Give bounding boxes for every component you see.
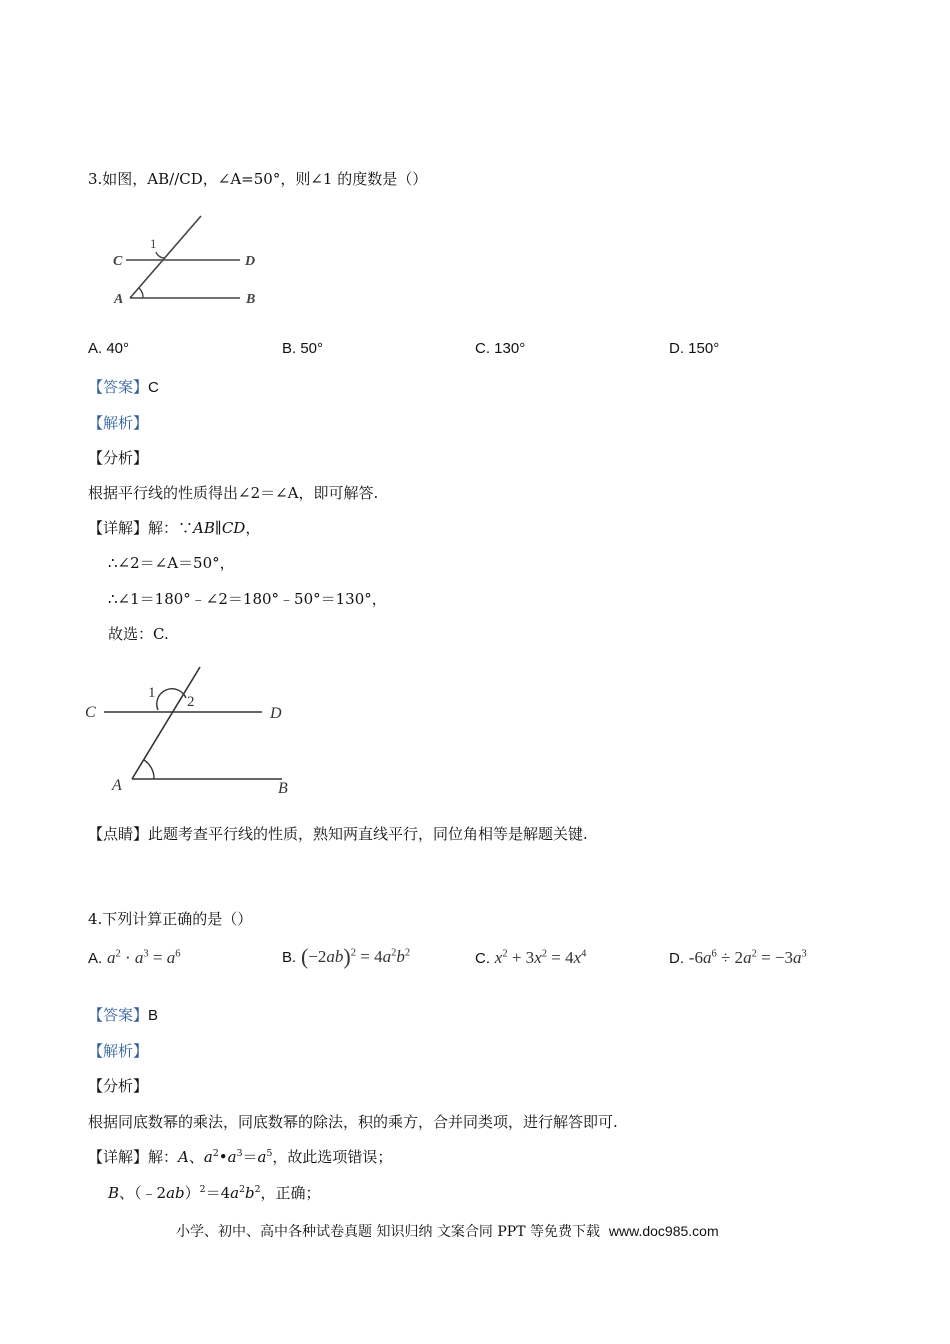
- q4-detail-line-2: B、$(﹣2ab)^2=4a^2b^2$，正确；: [108, 1184, 321, 1202]
- q4-answer: [88, 1004, 158, 1025]
- label-c: C: [113, 254, 123, 269]
- footer-url[interactable]: www.doc985.com: [608, 1223, 719, 1239]
- detail-label: 【详解】: [88, 519, 149, 537]
- detail-math: AB∥CD: [193, 519, 246, 537]
- q3-detail-line-1: [88, 517, 260, 538]
- detail-suffix: ，: [245, 519, 261, 537]
- angle-1-arc: [156, 252, 164, 258]
- label-b: B: [246, 292, 256, 307]
- q4-option-c: [475, 948, 586, 968]
- q3-figure: [108, 208, 268, 310]
- comment-text: 此题考查平行线的性质，熟知两直线平行，同位角相等是解题关键.: [148, 825, 588, 843]
- label-a: A: [114, 292, 124, 307]
- transversal: [132, 667, 200, 779]
- q4-analysis-text: 根据同底数幂的乘法，同底数幂的除法，积的乘方，合并同类项，进行解答即可.: [88, 1113, 618, 1131]
- detail-prefix: 解：∵: [148, 519, 194, 537]
- q4-detail-line-1: 【详解】解：A、$a^2•a^3=a^5$，故此选项错误；: [88, 1148, 393, 1166]
- q3-explain-label: 【解析】: [88, 414, 149, 432]
- angle-a-arc: [139, 288, 143, 298]
- q3-detail-line-3: ∴∠1＝180°﹣∠2＝180°﹣50°＝130°，: [108, 590, 387, 608]
- q3-option-b: B. 50°: [282, 340, 324, 357]
- detail-tail: ，故此选项错误；: [272, 1148, 393, 1166]
- label-a: A: [112, 777, 122, 794]
- transversal: [130, 216, 201, 298]
- q3-analysis-label: 【分析】: [88, 449, 149, 467]
- label-1: 1: [150, 236, 157, 251]
- option-letter: A.: [88, 950, 103, 967]
- option-letter: B.: [282, 949, 297, 966]
- label-d: D: [245, 254, 256, 269]
- q3-comment: [88, 823, 588, 844]
- q4-option-d: [669, 948, 807, 968]
- option-b-formula: $(-2ab)^2 = 4a^2b^2$: [300, 944, 411, 969]
- option-letter: C.: [475, 950, 490, 967]
- q3-answer: [88, 376, 159, 397]
- q3-detail-line-2: ∴∠2＝∠A＝50°，: [108, 554, 235, 572]
- label-b: B: [278, 780, 288, 797]
- label-c: C: [85, 704, 96, 721]
- answer-value: C: [148, 379, 159, 396]
- q4-option-b: [282, 944, 410, 970]
- q4-explain-label: 【解析】: [88, 1042, 149, 1060]
- option-c-formula: $x^2 + 3x^2 = 4x^4$: [494, 948, 587, 967]
- q3-option-d: D. 150°: [669, 340, 720, 357]
- answer-label: 【答案】: [88, 378, 149, 396]
- option-a-formula: $a^2 \cdot a^3 = a^6$: [106, 948, 181, 967]
- answer-value: B: [148, 1007, 159, 1024]
- angle-a-arc: [144, 760, 154, 779]
- q3-stem: 3.如图，AB//CD，∠A=50°，则∠1 的度数是（）: [88, 170, 428, 188]
- q4-option-a: [88, 948, 181, 968]
- q3-option-a: A. 40°: [88, 340, 130, 357]
- q3-detail-line-4: 故选：C.: [108, 625, 169, 643]
- label-1: 1: [148, 685, 156, 701]
- detail-prefix: 解：: [148, 1148, 179, 1166]
- q3-solution-figure: [82, 662, 294, 800]
- answer-label: 【答案】: [88, 1006, 149, 1024]
- label-2: 2: [187, 694, 195, 710]
- detail-label: 【详解】: [88, 1148, 149, 1166]
- label-d: D: [270, 705, 282, 722]
- footer: [176, 1221, 719, 1241]
- option-d-formula: $-6a^6 \div 2a^2 = -3a^3$: [688, 948, 807, 967]
- comment-label: 【点睛】: [88, 825, 149, 843]
- q4-stem: 4.下列计算正确的是（）: [88, 910, 253, 928]
- q3-option-c: C. 130°: [475, 340, 526, 357]
- detail-tail: ，正确；: [260, 1184, 321, 1202]
- q4-analysis-label: 【分析】: [88, 1077, 149, 1095]
- footer-text: 小学、初中、高中各种试卷真题 知识归纳 文案合同 PPT 等免费下载: [176, 1224, 600, 1240]
- angle-1-arc: [157, 689, 186, 710]
- q3-analysis-text: 根据平行线的性质得出∠2＝∠A，即可解答.: [88, 484, 379, 502]
- option-letter: D.: [669, 950, 684, 967]
